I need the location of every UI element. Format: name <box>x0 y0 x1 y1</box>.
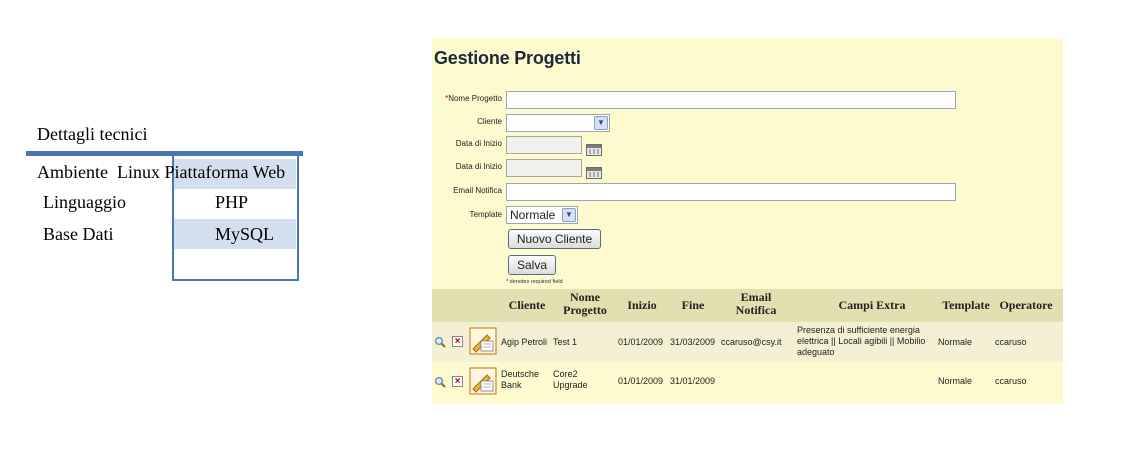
data-inizio-input[interactable] <box>506 136 582 154</box>
technical-details <box>0 0 420 468</box>
magnifier-icon[interactable] <box>434 336 446 348</box>
tech-label-linguaggio: Linguaggio <box>43 192 126 212</box>
page-title: Gestione Progetti <box>434 48 581 68</box>
data-inizio-2-label: Data di Inizio <box>455 162 502 171</box>
email-notifica-label: Email Notifica <box>453 186 502 195</box>
col-header-inizio[interactable]: Inizio <box>627 298 657 312</box>
tech-value-ambiente: Linux Piattaforma Web <box>117 162 286 182</box>
tech-label-ambiente: Ambiente <box>37 162 108 182</box>
table-row <box>432 362 1063 402</box>
edit-document-icon[interactable] <box>469 367 497 395</box>
col-header-fine[interactable]: Fine <box>681 298 705 312</box>
chevron-down-icon[interactable]: ▼ <box>594 116 608 130</box>
cell-nome-progetto: Core2 Upgrade <box>553 369 588 390</box>
cell-email: ccaruso@csy.it <box>721 337 782 347</box>
delete-icon[interactable]: × <box>452 336 463 347</box>
data-inizio-2-input[interactable] <box>506 159 582 177</box>
gestione-progetti-window <box>432 38 1063 404</box>
technical-details-title: Dettagli tecnici <box>37 124 148 144</box>
edit-document-icon[interactable] <box>469 327 497 355</box>
cell-operatore: ccaruso <box>995 376 1027 386</box>
cell-inizio: 01/01/2009 <box>618 376 664 386</box>
required-field-note: * denotes required field <box>506 279 563 285</box>
chevron-down-icon[interactable]: ▼ <box>562 208 576 222</box>
template-select[interactable]: Normale ▼ <box>506 206 578 224</box>
data-inizio-label: Data di Inizio <box>455 139 502 148</box>
cell-campi-extra: Presenza di sufficiente energia elettrica || Locali agibili || Mobilio adeguato <box>797 325 926 357</box>
template-label: Template <box>469 210 502 219</box>
col-header-cliente[interactable]: Cliente <box>508 298 546 312</box>
email-notifica-input[interactable] <box>506 183 956 201</box>
col-header-operatore[interactable]: Operatore <box>999 298 1053 312</box>
col-header-nome-progetto[interactable]: Nome Progetto <box>563 290 607 317</box>
tech-value-linguaggio: PHP <box>215 192 249 212</box>
cell-cliente: Deutsche Bank <box>501 369 540 390</box>
nome-progetto-label: *Nome Progetto <box>445 94 502 103</box>
cell-cliente: Agip Petroli <box>501 337 548 347</box>
col-header-email-notifica[interactable]: Email Notifica <box>735 290 777 317</box>
cell-fine: 31/01/2009 <box>670 376 716 386</box>
cell-operatore: ccaruso <box>995 337 1027 347</box>
col-header-campi-extra[interactable]: Campi Extra <box>838 298 906 312</box>
nome-progetto-input[interactable] <box>506 91 956 109</box>
magnifier-icon[interactable] <box>434 376 446 388</box>
calendar-icon[interactable] <box>586 167 602 179</box>
cliente-select[interactable] <box>506 114 610 132</box>
salva-button[interactable]: Salva <box>508 255 556 275</box>
delete-icon[interactable]: × <box>452 376 463 387</box>
cell-inizio: 01/01/2009 <box>618 337 664 347</box>
table-row <box>432 322 1063 362</box>
cliente-label: Cliente <box>477 117 502 126</box>
nuovo-cliente-button[interactable]: Nuovo Cliente <box>508 229 601 249</box>
calendar-icon[interactable] <box>586 144 602 156</box>
table-header <box>432 289 1063 322</box>
tech-label-base-dati: Base Dati <box>43 224 114 244</box>
cell-template: Normale <box>938 376 973 386</box>
cell-template: Normale <box>938 337 973 347</box>
cell-fine: 31/03/2009 <box>670 337 716 347</box>
col-header-template[interactable]: Template <box>942 298 990 312</box>
cell-nome-progetto: Test 1 <box>553 337 578 347</box>
tech-value-base-dati: MySQL <box>215 224 275 244</box>
